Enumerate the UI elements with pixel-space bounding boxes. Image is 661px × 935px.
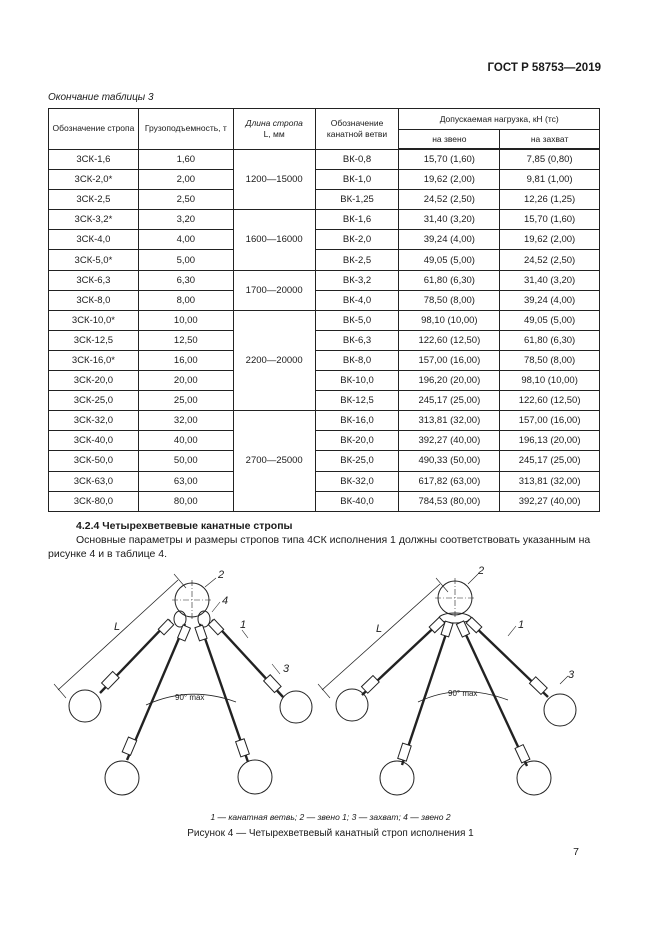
standard-number: ГОСТ Р 58753—2019 (487, 62, 601, 74)
slings-table (48, 108, 600, 512)
table-row (49, 330, 600, 350)
table-row (49, 230, 600, 250)
cell-designation: 3СК-2,5 (49, 190, 139, 210)
cell-load-grab: 122,60 (12,50) (500, 391, 600, 411)
table-caption: Окончание таблицы 3 (48, 92, 154, 103)
col-load: Допускаемая нагрузка, кН (тс) (399, 109, 600, 130)
cell-load-grab: 392,27 (40,00) (500, 491, 600, 511)
cell-load-grab: 196,13 (20,00) (500, 431, 600, 451)
col-designation: Обозначение стропа (49, 109, 139, 150)
cell-capacity: 40,00 (138, 431, 233, 451)
cell-designation: 3СК-6,3 (49, 270, 139, 290)
cell-load-link: 196,20 (20,00) (399, 371, 500, 391)
cell-branch: ВК-40,0 (315, 491, 399, 511)
cell-capacity: 4,00 (138, 230, 233, 250)
table-row (49, 411, 600, 431)
table-row (49, 391, 600, 411)
table-row (49, 491, 600, 511)
label-1-right: 1 (518, 619, 525, 631)
section-title: 4.2.4 Четырехветвевые канатные стропы (76, 520, 293, 532)
cell-load-grab: 61,80 (6,30) (500, 330, 600, 350)
col-length-unit: L, мм (263, 128, 285, 139)
cell-load-link: 61,80 (6,30) (399, 270, 500, 290)
cell-designation: 3СК-12,5 (49, 330, 139, 350)
label-4-left: 4 (222, 595, 229, 607)
cell-load-link: 490,33 (50,00) (399, 451, 500, 471)
cell-designation: 3СК-16,0* (49, 350, 139, 370)
cell-designation: 3СК-20,0 (49, 371, 139, 391)
cell-load-grab: 49,05 (5,00) (500, 310, 600, 330)
cell-designation: 3СК-32,0 (49, 411, 139, 431)
cell-load-link: 392,27 (40,00) (399, 431, 500, 451)
cell-capacity: 3,20 (138, 210, 233, 230)
label-2-left: 2 (218, 569, 225, 581)
col-capacity: Грузоподъемность, т (138, 109, 233, 150)
cell-load-grab: 24,52 (2,50) (500, 250, 600, 270)
label-1-left: 1 (240, 619, 247, 631)
cell-capacity: 16,00 (138, 350, 233, 370)
cell-branch: ВК-4,0 (315, 290, 399, 310)
cell-branch: ВК-0,8 (315, 149, 399, 170)
table-row (49, 350, 600, 370)
cell-load-link: 31,40 (3,20) (399, 210, 500, 230)
cell-branch: ВК-6,3 (315, 330, 399, 350)
cell-length: 2700—25000 (233, 411, 315, 511)
cell-capacity: 6,30 (138, 270, 233, 290)
cell-load-grab: 98,10 (10,00) (500, 371, 600, 391)
cell-branch: ВК-20,0 (315, 431, 399, 451)
cell-load-grab: 19,62 (2,00) (500, 230, 600, 250)
cell-capacity: 50,00 (138, 451, 233, 471)
table-row (49, 270, 600, 290)
cell-load-grab: 12,26 (1,25) (500, 190, 600, 210)
table-row (49, 471, 600, 491)
cell-load-link: 617,82 (63,00) (399, 471, 500, 491)
cell-branch: ВК-16,0 (315, 411, 399, 431)
table-row (49, 371, 600, 391)
cell-designation: 3СК-5,0* (49, 250, 139, 270)
cell-length: 1700—20000 (233, 270, 315, 310)
cell-capacity: 10,00 (138, 310, 233, 330)
figure-caption: Рисунок 4 — Четырехветвевый канатный строп исполнения 1 (187, 828, 474, 839)
cell-designation: 3СК-4,0 (49, 230, 139, 250)
cell-load-link: 15,70 (1,60) (399, 149, 500, 170)
table-row (49, 290, 600, 310)
cell-branch: ВК-2,0 (315, 230, 399, 250)
table-row (49, 451, 600, 471)
cell-designation: 3СК-10,0* (49, 310, 139, 330)
label-2-right: 2 (478, 565, 485, 577)
cell-capacity: 8,00 (138, 290, 233, 310)
cell-load-link: 24,52 (2,50) (399, 190, 500, 210)
cell-branch: ВК-2,5 (315, 250, 399, 270)
cell-capacity: 80,00 (138, 491, 233, 511)
cell-load-link: 39,24 (4,00) (399, 230, 500, 250)
col-branch: Обозначение канатной ветви (315, 109, 399, 150)
cell-branch: ВК-32,0 (315, 471, 399, 491)
cell-length: 1600—16000 (233, 210, 315, 270)
cell-load-link: 78,50 (8,00) (399, 290, 500, 310)
cell-branch: ВК-3,2 (315, 270, 399, 290)
label-angle-right: 90° max (448, 689, 478, 698)
cell-branch: ВК-12,5 (315, 391, 399, 411)
cell-branch: ВК-8,0 (315, 350, 399, 370)
section-body: Основные параметры и размеры стропов типа 4СК исполнения 1 должны соответствовать указанным на рисунке 4 и в таблице 4. (48, 534, 591, 560)
cell-designation: 3СК-3,2* (49, 210, 139, 230)
cell-branch: ВК-1,6 (315, 210, 399, 230)
figure-4-drawing (40, 560, 620, 810)
table-body (49, 149, 600, 511)
cell-load-grab: 313,81 (32,00) (500, 471, 600, 491)
col-length (233, 109, 315, 150)
cell-capacity: 20,00 (138, 371, 233, 391)
cell-load-link: 784,53 (80,00) (399, 491, 500, 511)
cell-capacity: 63,00 (138, 471, 233, 491)
cell-branch: ВК-5,0 (315, 310, 399, 330)
cell-designation: 3СК-50,0 (49, 451, 139, 471)
cell-capacity: 32,00 (138, 411, 233, 431)
cell-designation: 3СК-40,0 (49, 431, 139, 451)
cell-load-link: 122,60 (12,50) (399, 330, 500, 350)
cell-load-grab: 157,00 (16,00) (500, 411, 600, 431)
table-row (49, 210, 600, 230)
label-L-left: L (114, 621, 121, 633)
cell-load-grab: 9,81 (1,00) (500, 170, 600, 190)
right-sling (318, 574, 576, 795)
cell-load-grab: 31,40 (3,20) (500, 270, 600, 290)
label-L-right: L (376, 623, 383, 635)
table-row (49, 431, 600, 451)
cell-load-link: 245,17 (25,00) (399, 391, 500, 411)
cell-capacity: 25,00 (138, 391, 233, 411)
col-load-grab: на захват (500, 130, 600, 150)
cell-capacity: 2,50 (138, 190, 233, 210)
cell-branch: ВК-1,25 (315, 190, 399, 210)
cell-branch: ВК-1,0 (315, 170, 399, 190)
cell-designation: 3СК-63,0 (49, 471, 139, 491)
table-row (49, 170, 600, 190)
cell-load-grab: 245,17 (25,00) (500, 451, 600, 471)
cell-load-link: 19,62 (2,00) (399, 170, 500, 190)
col-length-label: Длина стропа (245, 117, 303, 128)
cell-capacity: 2,00 (138, 170, 233, 190)
page-number: 7 (573, 846, 579, 858)
cell-load-grab: 15,70 (1,60) (500, 210, 600, 230)
label-angle-left: 90° max (175, 693, 205, 702)
cell-load-link: 157,00 (16,00) (399, 350, 500, 370)
cell-designation: 3СК-2,0* (49, 170, 139, 190)
label-3-left: 3 (283, 663, 290, 675)
table-row (49, 310, 600, 330)
cell-capacity: 5,00 (138, 250, 233, 270)
table-row (49, 149, 600, 170)
cell-load-link: 98,10 (10,00) (399, 310, 500, 330)
col-load-link: на звено (399, 130, 500, 150)
table-row (49, 190, 600, 210)
cell-designation: 3СК-1,6 (49, 149, 139, 170)
left-sling (54, 574, 312, 795)
cell-branch: ВК-25,0 (315, 451, 399, 471)
cell-designation: 3СК-8,0 (49, 290, 139, 310)
cell-designation: 3СК-80,0 (49, 491, 139, 511)
cell-load-grab: 78,50 (8,00) (500, 350, 600, 370)
cell-capacity: 12,50 (138, 330, 233, 350)
cell-length: 2200—20000 (233, 310, 315, 410)
cell-load-grab: 7,85 (0,80) (500, 149, 600, 170)
cell-designation: 3СК-25,0 (49, 391, 139, 411)
label-3-right: 3 (568, 669, 575, 681)
cell-branch: ВК-10,0 (315, 371, 399, 391)
cell-length: 1200—15000 (233, 149, 315, 210)
cell-load-grab: 39,24 (4,00) (500, 290, 600, 310)
cell-load-link: 49,05 (5,00) (399, 250, 500, 270)
cell-capacity: 1,60 (138, 149, 233, 170)
table-row (49, 250, 600, 270)
figure-legend: 1 — канатная ветвь; 2 — звено 1; 3 — захват; 4 — звено 2 (210, 812, 451, 822)
cell-load-link: 313,81 (32,00) (399, 411, 500, 431)
